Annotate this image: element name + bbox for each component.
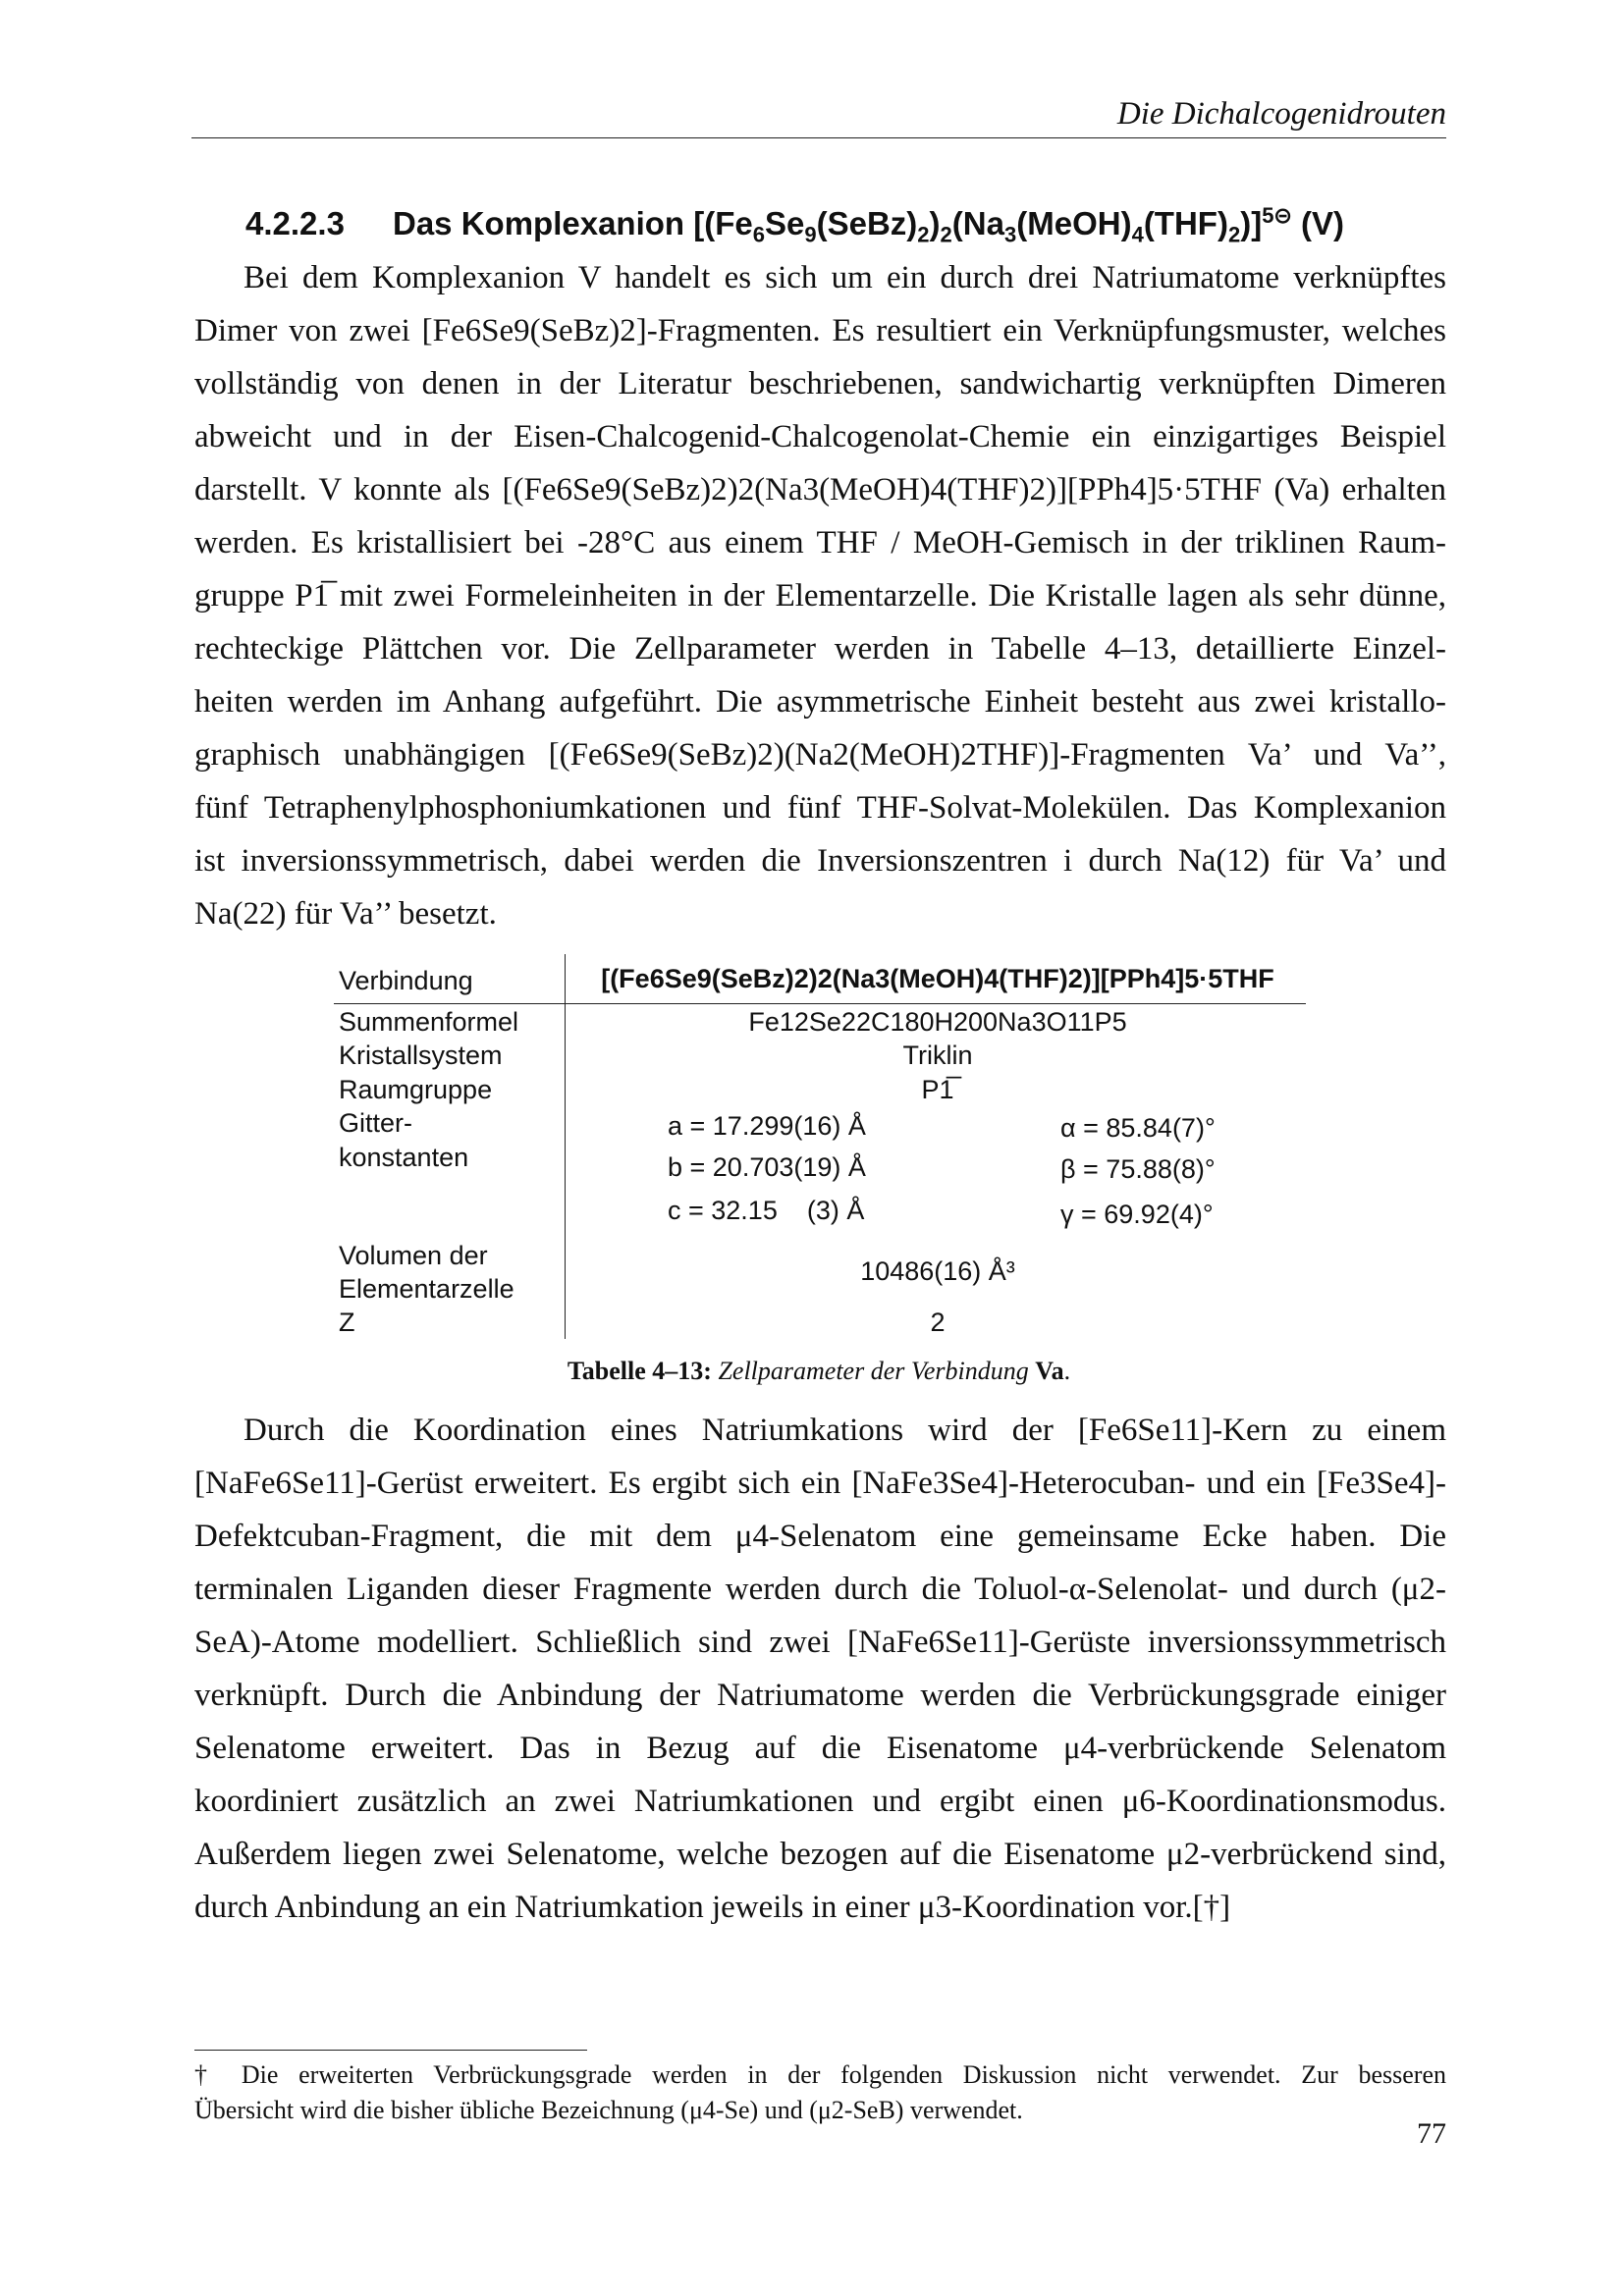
footnote-rule — [194, 2050, 587, 2051]
text-line: graphisch unabhängigen [(Fe6Se9(SeBz)2)(Na2(MeOH)2THF)]-Fragmenten Va’ und Va’’, — [194, 737, 1446, 773]
text-line: [NaFe6Se11]-Gerüst erweitert. Es ergibt sich ein [NaFe3Se4]-Heterocuban- und ein [Fe3Se4]- — [194, 1466, 1446, 1501]
caption-compound: Va — [1035, 1357, 1064, 1385]
table-value-kristallsystem: Triklin — [902, 1041, 973, 1070]
text-line: rechteckige Plättchen vor. Die Zellparameter werden in Tabelle 4–13, detaillierte Einzel- — [194, 631, 1446, 667]
text-line: terminalen Liganden dieser Fragmente werden durch die Toluol-α-Selenolat- und durch (μ2- — [194, 1572, 1446, 1607]
text-line: vollständig von denen in der Literatur beschriebenen, sandwichartig verknüpften Dimeren — [194, 366, 1446, 401]
table-label-volumen-1: Volumen der — [339, 1241, 488, 1270]
caption-text: Zellparameter der Verbindung — [718, 1357, 1029, 1385]
text-line: verknüpft. Durch die Anbindung der Natriumatome werden die Verbrückungsgrade einiger — [194, 1678, 1446, 1713]
section-heading — [245, 202, 1473, 245]
table-column-rule — [565, 954, 566, 1339]
table-value-verbindung: [(Fe6Se9(SeBz)2)2(Na3(MeOH)4(THF)2)][PPh4]5·5THF — [601, 964, 1274, 993]
text-line: werden. Es kristallisiert bei -28°C aus einem THF / MeOH-Gemisch in der triklinen Raum- — [194, 525, 1446, 561]
table-value-volumen: 10486(16) Å³ — [860, 1256, 1015, 1286]
table-value-beta: β = 75.88(8)° — [1060, 1154, 1216, 1184]
table-header-rule — [334, 1003, 1306, 1004]
text-line: SeA)-Atome modelliert. Schließlich sind zwei [NaFe6Se11]-Gerüste inversionssymmetrisch — [194, 1625, 1446, 1660]
table-value-alpha: α = 85.84(7)° — [1060, 1113, 1216, 1143]
header-rule — [191, 137, 1446, 138]
text-line: Defektcuban-Fragment, die mit dem μ4-Selenatom eine gemeinsame Ecke haben. Die — [194, 1519, 1446, 1554]
table-label-volumen-2: Elementarzelle — [339, 1274, 514, 1304]
table-label-verbindung: Verbindung — [339, 966, 473, 995]
text-line: durch Anbindung an ein Natriumkation jeweils in einer μ3-Koordination vor.[†] — [194, 1890, 1231, 1925]
footnote-line: Übersicht wird die bisher übliche Bezeichnung (μ4-Se) und (μ2-SeB) verwendet. — [194, 2096, 1023, 2124]
table-value-a: a = 17.299(16) Å — [668, 1111, 866, 1141]
text-line: heiten werden im Anhang aufgeführt. Die asymmetrische Einheit besteht aus zwei kristallo- — [194, 684, 1446, 720]
table-label-summenformel: Summenformel — [339, 1007, 519, 1037]
text-line: Außerdem liegen zwei Selenatome, welche bezogen auf die Eisenatome μ2-verbrückend sind, — [194, 1837, 1446, 1872]
text-line: gruppe P1̅ mit zwei Formeleinheiten in der Elementarzelle. Die Kristalle lagen als sehr dünne, — [194, 578, 1446, 614]
table-label-z: Z — [339, 1308, 355, 1337]
text-line: ist inversionssymmetrisch, dabei werden die Inversionszentren i durch Na(12) für Va’ und — [194, 843, 1446, 879]
table-caption — [191, 1355, 1446, 1388]
table-label-kristallsystem: Kristallsystem — [339, 1041, 503, 1070]
text-line: Selenatome erweitert. Das in Bezug auf die Eisenatome μ4-verbrückende Selenatom — [194, 1731, 1446, 1766]
text-line: koordiniert zusätzlich an zwei Natriumkationen und ergibt einen μ6-Koordinationsmodus. — [194, 1784, 1446, 1819]
cell-parameter-table — [334, 954, 1306, 1347]
table-value-summenformel: Fe12Se22C180H200Na3O11P5 — [748, 1007, 1127, 1037]
text-line: Dimer von zwei [Fe6Se9(SeBz)2]-Fragmenten. Es resultiert ein Verknüpfungsmuster, welches — [194, 313, 1446, 348]
page-number: 77 — [1417, 2117, 1446, 2150]
text-line: fünf Tetraphenylphosphoniumkationen und fünf THF-Solvat-Molekülen. Das Komplexanion — [194, 790, 1446, 826]
table-value-c: c = 32.15 (3) Å — [668, 1196, 865, 1225]
table-label-gitter-2: konstanten — [339, 1143, 469, 1172]
section-title: Das Komplexanion $[(Fe_6Se_9(SeBz)_2)_2(Na_3(MeOH)_4(THF)_2)]^{5⊝}$ (V) — [393, 203, 1345, 247]
footnote-line: † Die erweiterten Verbrückungsgrade werden in der folgenden Diskussion nicht verwendet. Zur besseren — [194, 2060, 1446, 2089]
paragraph-1 — [194, 251, 1446, 940]
section-number: 4.2.2.3 — [245, 205, 345, 241]
text-line: Na(22) für Va’’ besetzt. — [194, 896, 497, 932]
table-value-gamma: γ = 69.92(4)° — [1060, 1200, 1214, 1229]
text-line: darstellt. V konnte als [(Fe6Se9(SeBz)2)2(Na3(MeOH)4(THF)2)][PPh4]5·5THF (Va) erhalten — [194, 472, 1446, 507]
text-line: Durch die Koordination eines Natriumkations wird der [Fe6Se11]-Kern zu einem — [243, 1413, 1446, 1448]
caption-label: Tabelle 4–13: — [567, 1357, 712, 1385]
table-value-b: b = 20.703(19) Å — [668, 1152, 866, 1182]
text-line: abweicht und in der Eisen-Chalcogenid-Chalcogenolat-Chemie ein einzigartiges Beispiel — [194, 419, 1446, 454]
table-value-raumgruppe: P1̅ — [921, 1075, 954, 1104]
footnote — [194, 2057, 1446, 2128]
caption-end: . — [1063, 1357, 1071, 1385]
paragraph-2 — [194, 1404, 1446, 1934]
table-value-z: 2 — [930, 1308, 946, 1337]
running-header: Die Dichalcogenidrouten — [1116, 96, 1446, 132]
text-line: Bei dem Komplexanion V handelt es sich um ein durch drei Natriumatome verknüpftes — [243, 260, 1446, 295]
table-label-raumgruppe: Raumgruppe — [339, 1075, 493, 1104]
table-label-gitter-1: Gitter- — [339, 1108, 413, 1138]
